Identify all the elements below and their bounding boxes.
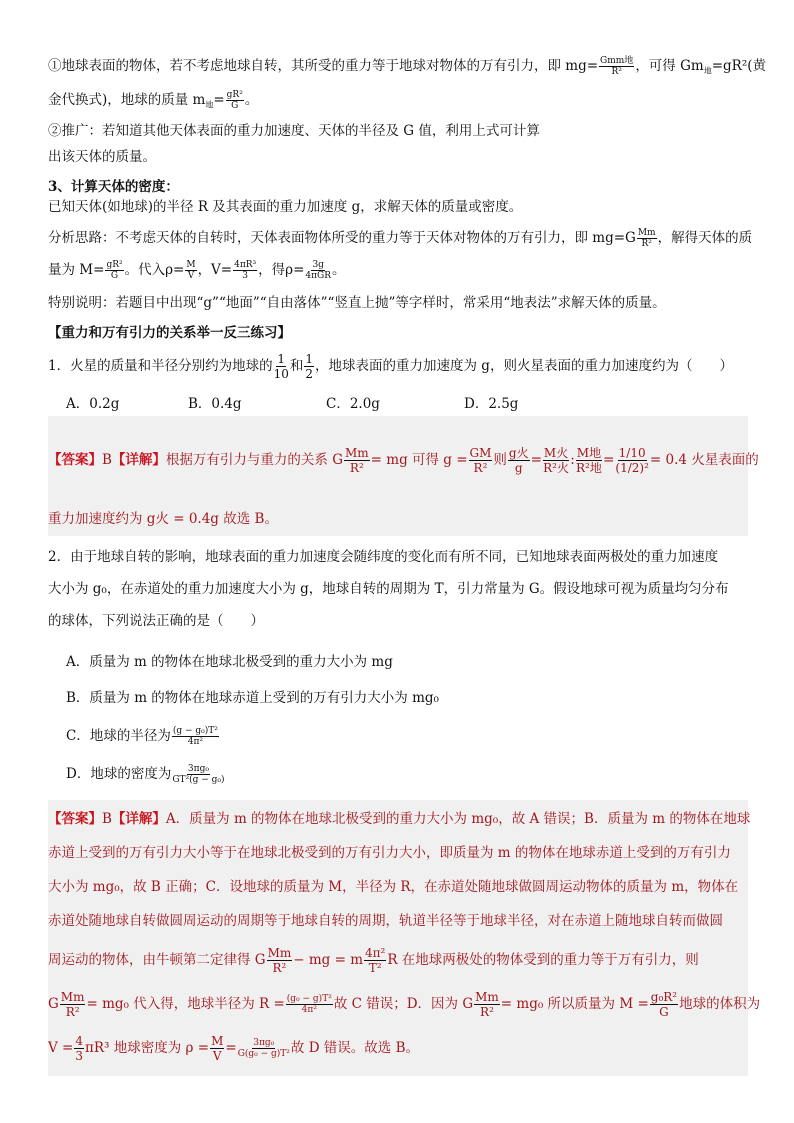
frac-num: gR²: [106, 260, 123, 270]
text: = 0.4 火星表面的: [649, 452, 759, 468]
frac-den: G: [231, 101, 239, 111]
frac-num: M: [186, 260, 196, 270]
text: − mg = m: [293, 952, 363, 968]
q2-answer-line7: [48, 1034, 419, 1063]
text: 和: [289, 358, 304, 374]
section3-line2: [48, 228, 752, 249]
frac-num: 4π²: [365, 946, 386, 960]
answer-tag: 【答案】: [48, 811, 102, 827]
fraction: [274, 352, 289, 381]
subscript: 地: [205, 100, 214, 110]
frac-num: M火: [543, 446, 569, 460]
q1-option-a[interactable]: A．0.2g: [66, 396, 120, 412]
frac-num: Mm: [345, 446, 369, 460]
section3-line4: 特别说明：若题目中出现“g”“地面”“自由落体”“竖直上抛”等字样时，常采用“地表法”求解天体的质量。: [48, 295, 666, 311]
frac-num: 3πg₀: [187, 764, 209, 774]
fraction: [238, 1038, 290, 1059]
frac-num: g火: [508, 446, 529, 460]
fraction: [469, 446, 493, 475]
text: =gR²(黄: [711, 58, 766, 74]
frac-den: R²地: [576, 461, 602, 475]
frac-den: R²火: [543, 461, 569, 475]
exercise-heading: 【重力和万有引力的关系举一反三练习】: [48, 325, 291, 341]
frac-num: 1: [305, 352, 314, 366]
fraction: [637, 228, 657, 249]
frac-den: 3: [75, 1049, 83, 1063]
frac-den: R²: [641, 239, 652, 249]
frac-num: M: [211, 1034, 224, 1048]
text: ①地球表面的物体，若不考虑地球自转，其所受的重力等于地球对物体的万有引力，即 mg=: [48, 58, 599, 74]
frac-den: 4πGR: [305, 271, 332, 281]
fraction: [74, 1034, 84, 1063]
fraction: [576, 446, 602, 475]
q2-stem-line1: 2．由于地球自转的影响，地球表面的重力加速度会随纬度的变化而有所不同，已知地球表面两极处的重力加速度: [48, 549, 719, 565]
q1-option-c[interactable]: C．2.0g: [326, 396, 380, 412]
text: V =: [48, 1040, 74, 1056]
q2-answer-line6: [48, 990, 760, 1019]
text: A．质量为 m 的物体在地球北极受到的重力大小为 mg₀，故 A 错误；B．质量为 m 的物体在地球: [165, 811, 751, 827]
detail-tag: 【详解】: [111, 452, 166, 468]
q2-option-a[interactable]: A．质量为 m 的物体在地球北极受到的重力大小为 mg: [66, 654, 393, 670]
text: 量为 M=: [48, 262, 105, 278]
text: = mg 可得 g =: [370, 452, 468, 468]
frac-den: 2: [305, 367, 314, 381]
text: ，V=: [197, 262, 233, 278]
para2-line2: 出该天体的质量。: [48, 149, 156, 165]
frac-den: R²: [611, 67, 622, 77]
frac-den: R²: [480, 1005, 494, 1019]
fraction: [172, 764, 224, 785]
q2-option-c[interactable]: [66, 724, 220, 747]
frac-num: 3πg₀: [253, 1038, 275, 1048]
frac-num: 1: [277, 352, 286, 366]
frac-num: (g − g₀)T²: [172, 726, 218, 736]
section3-line3: [48, 260, 346, 281]
frac-num: GM: [469, 446, 492, 460]
frac-den: R²: [473, 461, 488, 475]
q2-answer-line5: [48, 946, 699, 975]
q1-option-b[interactable]: B．0.4g: [188, 396, 242, 412]
text: R 在地球两极处的物体受到的重力等于万有引力，则: [387, 952, 699, 968]
fraction: [105, 260, 123, 281]
text: 。代入ρ=: [124, 262, 185, 278]
q2-answer-line2: 赤道上受到的万有引力大小等于在地球北极受到的万有引力大小，即质量为 m 的物体在地球赤道上受到的万有引力: [48, 845, 731, 861]
frac-num: Gmm地: [600, 56, 634, 66]
text: 1．火星的质量和半径分别约为地球的: [48, 358, 273, 374]
frac-den: G(g₀ − g)T²: [237, 1049, 290, 1059]
frac-den: R²: [65, 1005, 80, 1019]
frac-den: 10: [273, 367, 289, 381]
text: D．地球的密度为: [66, 766, 172, 782]
answer-tag: 【答案】: [48, 452, 102, 468]
frac-den: 4π²: [301, 1005, 317, 1015]
frac-den: 4π²: [187, 737, 203, 747]
fraction: [364, 946, 386, 975]
text: = mg₀ 代入得，地球半径为 R =: [86, 996, 285, 1012]
q2-option-b[interactable]: B．质量为 m 的物体在地球赤道上受到的万有引力大小为 mg₀: [66, 690, 439, 706]
frac-num: (g₀ − g)T²: [286, 994, 332, 1004]
text: ，可得 Gm: [635, 58, 704, 74]
para1-line1: [48, 56, 766, 81]
text: 根据万有引力与重力的关系 G: [165, 452, 343, 468]
fraction: [233, 260, 257, 281]
para1-line2: 金代换式)，地球的质量 $m_地=$ $\frac{\text{gR²}}{G}$ 。: [48, 90, 259, 111]
frac-den: V: [212, 1049, 222, 1063]
text: C．地球的半径为: [66, 728, 171, 744]
text: =: [530, 452, 542, 468]
frac-num: g₀R²: [650, 990, 678, 1004]
q2-option-d[interactable]: [66, 762, 226, 785]
frac-num: Mm: [267, 946, 292, 960]
subscript: 地: [703, 66, 712, 76]
q2-answer-line3: 大小为 mg₀，故 B 正确；C．设地球的质量为 M，半径为 R，在赤道处随地球做圆周运动物体的质量为 m，物体在: [48, 879, 739, 895]
text: ，得ρ=: [258, 262, 305, 278]
text: 故 D 错误。故选 B。: [290, 1040, 420, 1056]
frac-den: G: [110, 271, 119, 281]
q2-stem-line3: 的球体，下列说法正确的是（ ）: [48, 613, 264, 629]
frac-den: V: [187, 271, 195, 281]
q1-answer-line1: [48, 446, 759, 475]
fraction: [210, 1034, 224, 1063]
frac-num: 3g: [312, 260, 324, 270]
frac-num: 4πR³: [234, 260, 257, 270]
fraction: [267, 946, 293, 975]
text: 金代换式)，地球的质量 m: [48, 92, 206, 108]
frac-num: Mm: [637, 228, 656, 238]
q1-stem: [48, 352, 733, 381]
fraction: [60, 990, 86, 1019]
text: 故 C 错误；D．因为 G: [333, 996, 474, 1012]
frac-num: 1/10: [618, 446, 646, 460]
fraction: [344, 446, 370, 475]
para2-line1: ②推广：若知道其他天体表面的重力加速度、天体的半径及 G 值，利用上式可计算: [48, 123, 540, 139]
section3-heading: 3、计算天体的密度：: [48, 179, 179, 195]
text: 则: [493, 452, 507, 468]
q1-answer-box: [48, 416, 759, 536]
frac-den: R²: [272, 961, 287, 975]
q1-option-d[interactable]: D．2.5g: [464, 396, 519, 412]
fraction: [304, 352, 314, 381]
fraction: [305, 260, 331, 281]
fraction: [599, 56, 634, 77]
fraction: [650, 990, 678, 1019]
text: :: [570, 452, 575, 468]
frac-num: Mm: [60, 990, 85, 1004]
fraction: [543, 446, 569, 475]
frac-num: Mm: [475, 990, 499, 1004]
frac-den: (1/2)²: [615, 461, 649, 475]
frac-den: GT²(g − g₀): [172, 775, 225, 785]
section3-line1: 已知天体(如地球)的半径 R 及其表面的重力加速度 g，求解天体的质量或密度。: [48, 199, 523, 215]
text: =: [225, 1040, 237, 1056]
frac-den: T²: [368, 961, 382, 975]
fraction: [615, 446, 649, 475]
text: G: [48, 996, 59, 1012]
q2-answer-line4: 赤道处随地球自转做圆周运动的周期等于地球自转的周期，轨道半径等于地球半径，对在赤道上随地球自转而做圆: [48, 913, 723, 929]
frac-den: R²: [349, 461, 364, 475]
text: ，解得天体的质: [657, 230, 753, 246]
detail-tag: 【详解】: [111, 811, 166, 827]
text: 地球的体积为: [679, 996, 761, 1012]
text: 。: [332, 262, 346, 278]
q2-stem-line2: 大小为 g₀，在赤道处的重力加速度大小为 g，地球自转的周期为 T，引力常量为 G。假设地球可视为质量均匀分布: [48, 581, 729, 597]
fraction: [172, 726, 219, 747]
frac-num: M地: [576, 446, 602, 460]
frac-den: g: [514, 461, 523, 475]
text: ，地球表面的重力加速度为 g，则火星表面的重力加速度约为（ ）: [315, 358, 733, 374]
frac-den: 3: [242, 271, 248, 281]
fraction: [226, 90, 244, 111]
q2-answer-line1: [48, 810, 750, 828]
text: 。: [244, 92, 259, 108]
frac-num: gR²: [226, 90, 243, 100]
q2-answer-box: [48, 800, 761, 1076]
text: πR³ 地球密度为 ρ =: [85, 1040, 210, 1056]
text: 周运动的物体，由牛顿第二定律得 G: [48, 952, 266, 968]
answer-letter: B: [102, 811, 112, 827]
q1-answer-line2: 重力加速度约为 g火 = 0.4g 故选 B。: [48, 511, 278, 527]
text: = mg₀ 所以质量为 M =: [500, 996, 649, 1012]
answer-letter: B: [102, 452, 112, 468]
fraction: [508, 446, 530, 475]
frac-num: 4: [75, 1034, 83, 1048]
text: 分析思路：不考虑天体的自转时，天体表面物体所受的重力等于天体对物体的万有引力，即 mg=G: [48, 230, 636, 246]
text: =: [603, 452, 615, 468]
fraction: [185, 260, 196, 281]
frac-den: G: [659, 1005, 669, 1019]
fraction: [474, 990, 500, 1019]
fraction: [286, 994, 333, 1015]
